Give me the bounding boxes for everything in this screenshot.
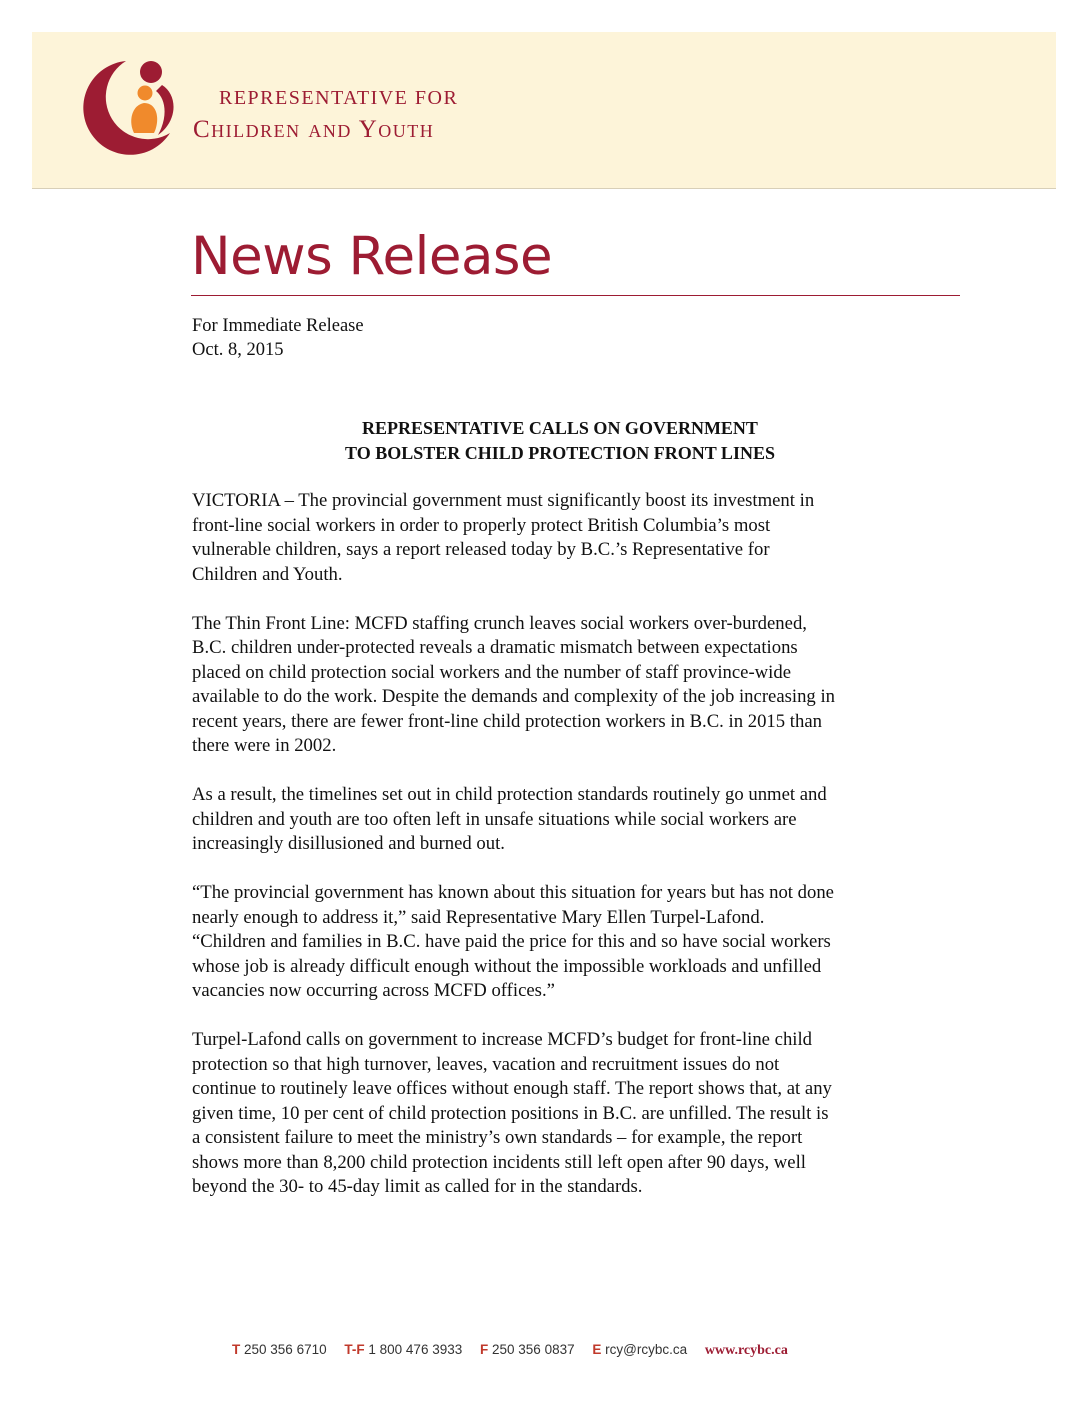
paragraph-line: given time, 10 per cent of child protection positions in B.C. are unfilled. The result is	[192, 1102, 829, 1124]
paragraph-line: vacancies now occurring across MCFD offices.”	[192, 980, 555, 1001]
org-name-line1: REPRESENTATIVE FOR	[219, 87, 459, 109]
paragraph-line: VICTORIA – The provincial government must significantly boost its investment in	[192, 490, 815, 511]
paragraph-line: vulnerable children, says a report released today by B.C.’s Representative for	[192, 539, 770, 560]
paragraph-1	[192, 489, 932, 587]
organization-name	[193, 88, 458, 142]
logo-parent-arm	[156, 85, 174, 135]
release-info	[192, 314, 364, 362]
paragraph-line: a consistent failure to meet the ministry’s own standards – for example, the report	[192, 1127, 803, 1148]
headline	[150, 416, 970, 466]
paragraph-line: recent years, there are fewer front-line child protection workers in B.C. in 2015 than	[192, 710, 822, 732]
paragraph-2	[192, 612, 932, 759]
title-divider	[191, 295, 960, 296]
logo-child-body	[131, 103, 157, 133]
org-name-line2: Children and Youth	[193, 116, 435, 143]
toll-free-number: 1 800 476 3933	[368, 1342, 463, 1357]
paragraph-line: Turpel-Lafond calls on government to increase MCFD’s budget for front-line child	[192, 1029, 813, 1050]
fax-label: F	[480, 1342, 489, 1357]
headline-line2: TO BOLSTER CHILD PROTECTION FRONT LINES	[345, 443, 775, 463]
email-label: E	[592, 1342, 602, 1357]
release-status: For Immediate Release	[192, 316, 364, 336]
paragraph-line: available to do the work. Despite the demands and complexity of the job increasing in	[192, 686, 835, 707]
paragraph-line: “Children and families in B.C. have paid the price for this and so have social workers	[192, 931, 831, 952]
contact-footer	[232, 1342, 788, 1359]
paragraph-4	[192, 881, 932, 1004]
paragraph-line: increasingly disillusioned and burned out.	[192, 833, 505, 854]
paragraph-line: there were in 2002.	[192, 735, 337, 756]
paragraph-line: beyond the 30- to 45-day limit as called for in the standards.	[192, 1176, 643, 1197]
article-body	[192, 489, 932, 1224]
paragraph-line: B.C. children under-protected reveals a dramatic mismatch between expectations	[192, 637, 798, 658]
letterhead-band	[32, 32, 1056, 189]
paragraph-line: continue to routinely leave offices without enough staff. The report shows that, at any	[192, 1078, 832, 1099]
email-address[interactable]: rcy@rcybc.ca	[605, 1342, 688, 1357]
paragraph-line: shows more than 8,200 child protection incidents still left open after 90 days, well	[192, 1151, 806, 1173]
paragraph-line: “The provincial government has known about this situation for years but has not done	[192, 882, 834, 903]
paragraph-line: The Thin Front Line: MCFD staffing crunch leaves social workers over-burdened,	[192, 612, 807, 634]
paragraph-line: children and youth are too often left in unsafe situations while social workers are	[192, 808, 797, 830]
paragraph-5	[192, 1028, 932, 1200]
rcy-logo	[82, 55, 182, 159]
headline-line1: REPRESENTATIVE CALLS ON GOVERNMENT	[362, 418, 758, 438]
toll-free-label: T-F	[344, 1342, 365, 1357]
phone-label: T	[232, 1342, 241, 1357]
paragraph-line: protection so that high turnover, leaves, vacation and recruitment issues do not	[192, 1053, 780, 1075]
logo-child-head	[138, 86, 153, 101]
paragraph-line: whose job is already difficult enough without the impossible workloads and unfilled	[192, 955, 822, 977]
paragraph-3	[192, 783, 932, 857]
paragraph-line: nearly enough to address it,” said Representative Mary Ellen Turpel-Lafond.	[192, 906, 765, 928]
website-link[interactable]: www.rcybc.ca	[704, 1343, 788, 1358]
release-date: Oct. 8, 2015	[192, 340, 284, 360]
logo-parent-head	[140, 61, 162, 83]
phone-number: 250 356 6710	[244, 1342, 327, 1357]
paragraph-line: Children and Youth.	[192, 563, 343, 585]
paragraph-line: placed on child protection social workers and the number of staff province-wide	[192, 661, 792, 683]
paragraph-line: As a result, the timelines set out in child protection standards routinely go unmet and	[192, 784, 827, 805]
document-title: News Release	[191, 226, 553, 287]
fax-number: 250 356 0837	[492, 1342, 575, 1357]
paragraph-line: front-line social workers in order to properly protect British Columbia’s most	[192, 514, 771, 536]
